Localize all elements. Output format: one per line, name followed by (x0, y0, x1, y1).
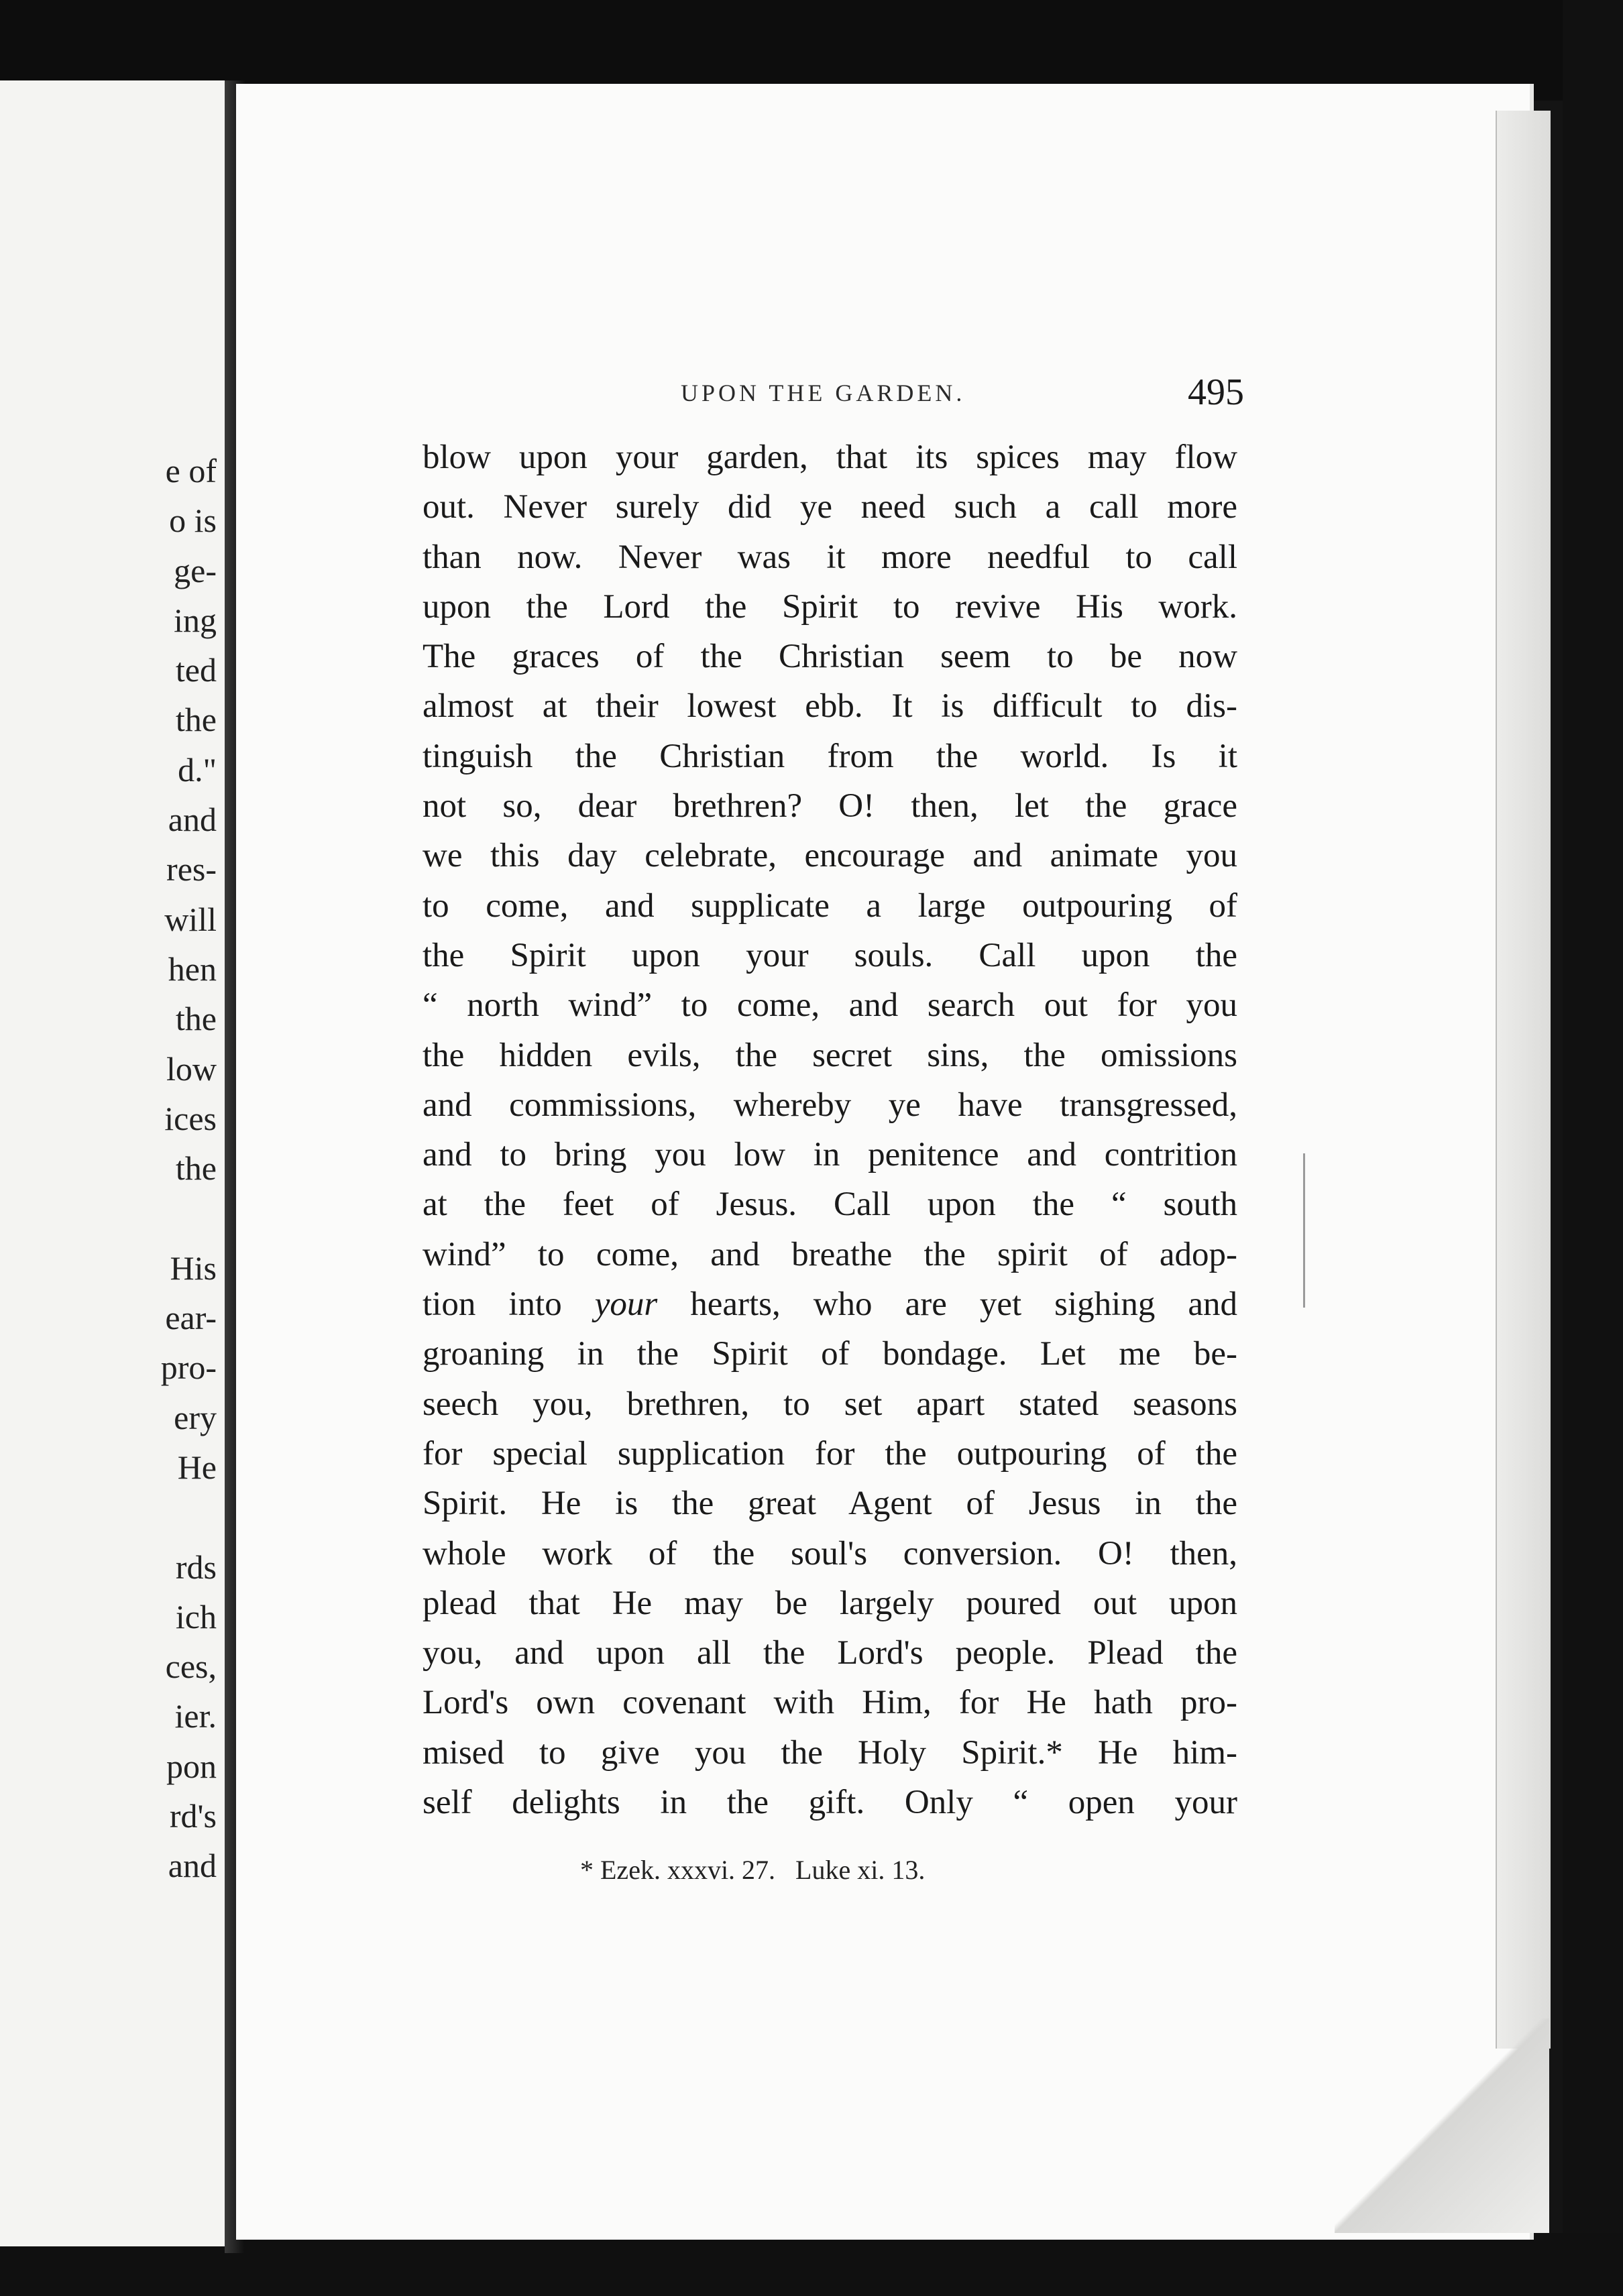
text-line: and to bring you low in penitence and contrition (423, 1136, 1237, 1174)
left-text-fragment: rd's (169, 1797, 217, 1835)
text-line: wind” to come, and breathe the spirit of adop- (423, 1235, 1237, 1273)
text-line: groaning in the Spirit of bondage. Let me be- (423, 1335, 1237, 1373)
text-line: whole work of the soul's conversion. O! then, (423, 1534, 1237, 1572)
text-line: tinguish the Christian from the world. Is it (423, 737, 1237, 775)
left-text-fragment: hen (168, 950, 217, 988)
text-line: “ north wind” to come, and search out for you (423, 986, 1237, 1025)
left-text-fragment: pon (166, 1747, 217, 1785)
text-line: than now. Never was it more needful to call (423, 538, 1237, 576)
left-text-fragment: ted (175, 651, 217, 689)
left-text-fragment: His (170, 1249, 217, 1287)
left-text-fragment (82, 1193, 217, 1243)
text-line: out. Never surely did ye need such a call more (423, 488, 1237, 526)
left-text-fragment: ier. (174, 1697, 217, 1735)
left-text-fragment: rds (175, 1548, 217, 1586)
footnote: * Ezek. xxxvi. 27. Luke xi. 13. (580, 1855, 926, 1885)
text-line: blow upon your garden, that its spices may flow (423, 439, 1237, 476)
text-line: at the feet of Jesus. Call upon the “ south (423, 1186, 1237, 1224)
text-line: Lord's own covenant with Him, for He hath pro- (423, 1684, 1237, 1722)
left-text-fragment: res- (166, 850, 217, 888)
margin-mark (1303, 1153, 1305, 1308)
emphasis-your: your (594, 1285, 658, 1324)
page-number: 495 (1188, 371, 1244, 413)
text-line: for special supplication for the outpouring of the (423, 1434, 1237, 1473)
text-line: to come, and supplicate a large outpouring of (423, 886, 1237, 925)
left-text-fragment: ces, (165, 1648, 217, 1686)
left-text-fragment: d." (178, 750, 217, 789)
left-text-fragment: o is (169, 502, 217, 540)
text-line: seech you, brethren, to set apart stated seasons (423, 1385, 1237, 1423)
left-text-fragment: and (168, 801, 217, 839)
text-line: you, and upon all the Lord's people. Plead the (423, 1634, 1237, 1672)
left-text-fragment: ices (164, 1099, 217, 1137)
left-text-fragment: and (168, 1847, 217, 1885)
left-text-fragment: the (175, 701, 217, 739)
left-text-fragment: ery (174, 1398, 217, 1436)
page-edge (1496, 111, 1551, 2049)
running-title: UPON THE GARDEN. (681, 380, 966, 406)
text-line: tion into your hearts, who are yet sighing and (423, 1285, 1237, 1324)
page-corner-curl (1335, 2018, 1549, 2233)
left-facing-page (0, 80, 225, 2246)
text-line: Spirit. He is the great Agent of Jesus in the (423, 1485, 1237, 1523)
left-text-fragment: ear- (165, 1299, 217, 1337)
text-line: the hidden evils, the secret sins, the omissions (423, 1036, 1237, 1074)
text-line: mised to give you the Holy Spirit.* He him- (423, 1733, 1237, 1772)
left-text-fragment: ge- (174, 551, 217, 589)
left-text-fragment: He (177, 1448, 217, 1486)
left-text-fragment: e of (165, 452, 217, 490)
text-line: almost at their lowest ebb. It is difficult to dis- (423, 687, 1237, 726)
text-line: The graces of the Christian seem to be now (423, 638, 1237, 676)
left-text-fragment: the (175, 1000, 217, 1038)
text-line: the Spirit upon your souls. Call upon the (423, 936, 1237, 974)
left-text-fragment: pro- (160, 1348, 217, 1387)
text-line: upon the Lord the Spirit to revive His work. (423, 587, 1237, 626)
left-text-fragment: ing (174, 601, 217, 639)
text-line: not so, dear brethren? O! then, let the grace (423, 787, 1237, 825)
text-line: plead that He may be largely poured out upon (423, 1584, 1237, 1622)
text-line: and commissions, whereby ye have transgressed, (423, 1086, 1237, 1124)
text-line: self delights in the gift. Only “ open your (423, 1784, 1237, 1822)
left-page-text-fragments (82, 446, 217, 1891)
body-text (423, 433, 1237, 1827)
text-line: we this day celebrate, encourage and animate you (423, 837, 1237, 875)
left-text-fragment: will (164, 900, 217, 938)
left-text-fragment: the (175, 1149, 217, 1188)
scan-border-right (1563, 0, 1623, 2296)
left-text-fragment (82, 1492, 217, 1542)
left-text-fragment: ich (175, 1597, 217, 1635)
left-text-fragment: low (166, 1049, 217, 1088)
running-head (681, 372, 1244, 419)
